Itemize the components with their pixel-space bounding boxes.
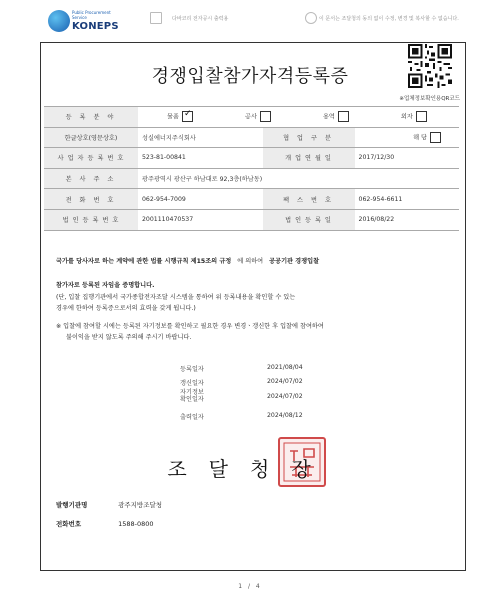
registration-table <box>44 106 459 231</box>
date-label: 자기정보 확인일자 <box>180 389 204 403</box>
address-label: 본 사 주 소 <box>44 168 138 189</box>
open-date-value: 2017/12/30 <box>355 148 459 169</box>
date-value: 2024/08/12 <box>267 412 303 419</box>
law-reference: 국가를 당사자로 하는 계약에 관한 법률 시행규칙 제15조의 규정 <box>56 258 232 265</box>
option-service[interactable] <box>298 111 374 122</box>
checkbox-checked-icon[interactable] <box>182 111 193 122</box>
corp-reg-no-label: 법 인 등 록 번 호 <box>44 209 138 230</box>
checkbox-icon[interactable] <box>260 111 271 122</box>
document-title: 경쟁입찰참가자격등록증 <box>151 66 349 87</box>
option-goods-label: 물품 <box>167 113 179 121</box>
company-name-label: 한글상호(영문상호) <box>44 127 138 148</box>
koneps-logo-icon <box>48 10 70 32</box>
checkbox-icon[interactable] <box>338 111 349 122</box>
phone-label: 전 화 번 호 <box>44 189 138 210</box>
qr-note: ※업체정보확인용QR코드 <box>399 96 460 102</box>
qr-code-icon[interactable] <box>408 44 452 88</box>
info-icon <box>305 12 317 24</box>
option-foreign[interactable] <box>376 111 452 122</box>
date-label: 등록일자 <box>180 366 204 373</box>
issuer-phone-value: 1588-0800 <box>118 520 154 528</box>
table-row <box>44 148 459 169</box>
date-label: 갱신일자 <box>180 380 204 387</box>
certification-line-4: 경우에 한하여 등록증으로서의 효력을 갖게 됩니다.) <box>56 305 196 312</box>
checkbox-icon[interactable] <box>416 111 427 122</box>
date-value: 2024/07/02 <box>267 378 303 385</box>
caution-line-2: 불이익을 받지 않도록 주의해 주시기 바랍니다. <box>66 334 192 341</box>
issuer-name: 조달청장 <box>167 457 333 481</box>
council-value-label: 해 당 <box>413 134 427 142</box>
agency-row <box>56 500 162 509</box>
issuer-phone-row <box>56 519 154 528</box>
koneps-logo <box>48 8 128 34</box>
reg-field-label: 등 록 분 야 <box>44 107 138 128</box>
table-row <box>44 168 459 189</box>
option-foreign-label: 외자 <box>400 113 413 121</box>
address-value: 광주광역시 광산구 하남대로 92,3층(하남동) <box>138 168 459 189</box>
agency-value: 광주지방조달청 <box>118 501 163 509</box>
certification-line-2: 참가자로 등록된 자임을 증명합니다. <box>56 282 155 289</box>
date-value: 2021/08/04 <box>267 364 303 371</box>
option-goods[interactable] <box>142 111 218 122</box>
option-service-label: 용역 <box>322 113 335 121</box>
top-bar <box>0 0 500 38</box>
table-row <box>44 209 459 230</box>
phone-value: 062-954-7009 <box>138 189 263 210</box>
print-icon <box>150 12 162 24</box>
print-notice <box>150 9 280 29</box>
table-row <box>44 189 459 210</box>
print-notice-text: 다바코리 전자공시 출력용 <box>172 16 229 22</box>
logo-subtitle: Public Procurement Service <box>72 10 111 20</box>
corp-reg-date-label: 법 인 등 록 일 <box>263 209 355 230</box>
corp-reg-no-value: 2001110470537 <box>138 209 263 230</box>
open-date-label: 개 업 연 월 일 <box>263 148 355 169</box>
copy-warning-text: 이 문서는 조달청의 동의 없이 수정, 변경 및 복사할 수 없습니다. <box>319 16 459 22</box>
option-construction[interactable] <box>220 111 296 122</box>
table-row <box>44 107 459 128</box>
copy-warning <box>305 9 475 29</box>
logo-name: KONEPS <box>72 21 119 32</box>
corp-reg-date-value: 2016/08/22 <box>355 209 459 230</box>
fax-label: 팩 스 번 호 <box>263 189 355 210</box>
council-label: 협 업 구 분 <box>263 127 355 148</box>
fax-value: 062-954-6611 <box>355 189 459 210</box>
bid-type: 공공기관 경쟁입찰 <box>269 258 320 265</box>
date-value: 2024/07/02 <box>267 393 303 400</box>
council-value <box>355 127 459 148</box>
reg-field-options <box>138 107 459 128</box>
according-to: 에 의하여 <box>237 258 264 265</box>
page-indicator: 1 / 4 <box>238 583 262 590</box>
checkbox-icon[interactable] <box>430 132 441 143</box>
biz-reg-no-label: 사 업 자 등 록 번 호 <box>44 148 138 169</box>
agency-label: 발행기관명 <box>56 501 88 509</box>
company-name-value: 성실에너지주식회사 <box>138 127 263 148</box>
certification-line-3: (단, 입찰 집행기관에서 국가종합전자조달 시스템을 통하여 위 등록내용을 확인할 수 있는 <box>56 294 296 301</box>
option-construction-label: 공사 <box>244 113 257 121</box>
table-row <box>44 127 459 148</box>
date-label: 출력일자 <box>180 414 204 421</box>
certification-line-1 <box>56 256 319 265</box>
issuer-phone-label: 전화번호 <box>56 520 82 528</box>
biz-reg-no-value: 523-81-00841 <box>138 148 263 169</box>
caution-line-1: ※ 입찰에 참여할 시에는 등록된 자기정보를 확인하고 필요한 경우 변경ㆍ갱신한 후 입찰에 참여하여 <box>56 323 324 330</box>
